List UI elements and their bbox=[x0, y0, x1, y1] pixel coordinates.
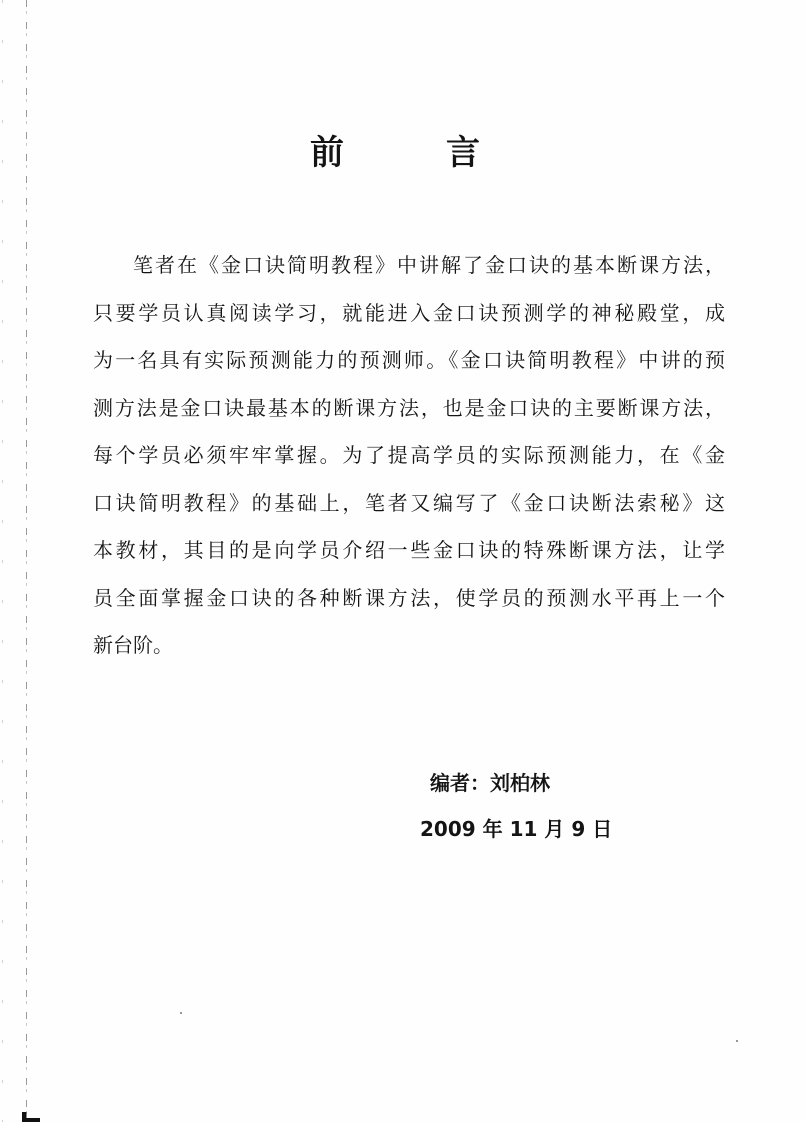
author-signature bbox=[430, 768, 550, 798]
page-title bbox=[300, 128, 500, 178]
author-name: 刘柏林 bbox=[490, 771, 550, 795]
title-char-2: 言 bbox=[446, 133, 480, 173]
body-line: 只要学员认真阅读学习，就能进入金口诀预测学的神秘殿堂，成 bbox=[93, 300, 725, 325]
body-line: 为一名具有实际预测能力的预测师。《金口诀简明教程》中讲的预 bbox=[93, 348, 725, 372]
body-line: 员全面掌握金口诀的各种断课方法，使学员的预测水平再上一个 bbox=[93, 585, 725, 610]
scan-speck bbox=[736, 1040, 738, 1042]
body-line: 口诀简明教程》的基础上，笔者又编写了《金口诀断法索秘》这 bbox=[93, 490, 725, 515]
preface-body bbox=[93, 242, 725, 670]
signature-date: 2009 年 11 月 9 日 bbox=[420, 817, 613, 841]
body-line: 新台阶。 bbox=[93, 633, 173, 657]
scan-speck bbox=[180, 1012, 182, 1014]
body-line: 本教材，其目的是向学员介绍一些金口诀的特殊断课方法，让学 bbox=[93, 538, 725, 562]
title-char-1: 前 bbox=[310, 133, 344, 173]
binding-edge bbox=[26, 0, 27, 1122]
body-line: 每个学员必须牢牢掌握。为了提高学员的实际预测能力，在《金 bbox=[93, 443, 725, 467]
body-line: 笔者在《金口诀简明教程》中讲解了金口诀的基本断课方法， bbox=[133, 253, 725, 277]
corner-mark bbox=[22, 1112, 40, 1122]
scan-edge bbox=[2, 0, 3, 1122]
body-line: 测方法是金口诀最基本的断课方法，也是金口诀的主要断课方法， bbox=[93, 395, 725, 420]
author-label: 编者： bbox=[430, 771, 490, 795]
